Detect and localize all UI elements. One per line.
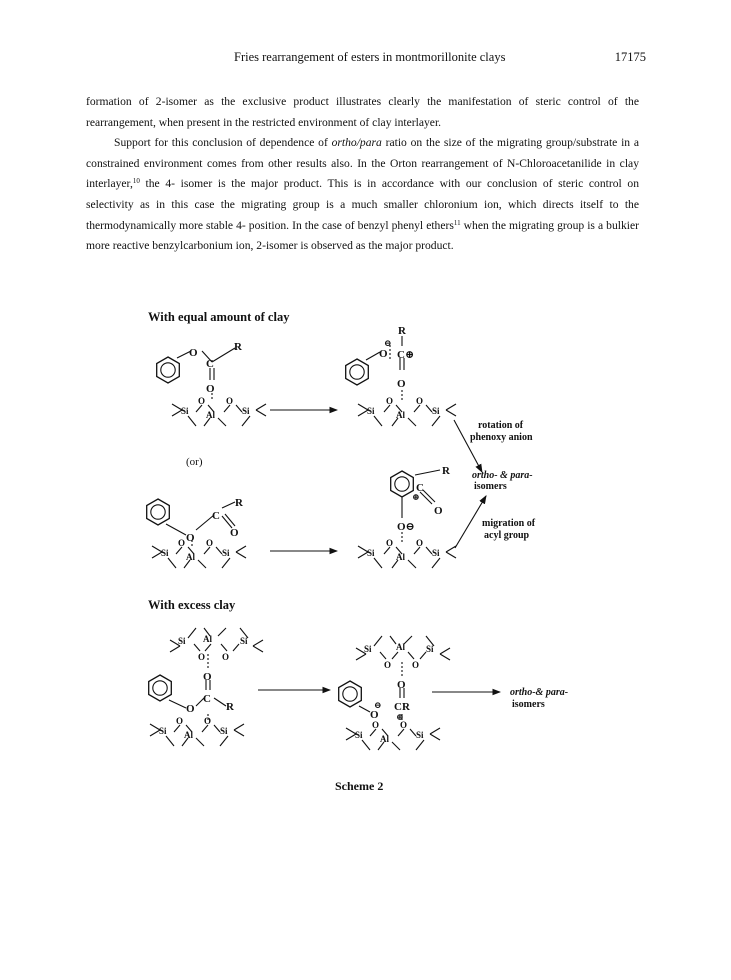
page-number: 17175 — [614, 50, 646, 64]
atom-o-4b: O — [416, 538, 424, 548]
scheme-caption: Scheme 2 — [335, 779, 384, 793]
reference-10: 10 — [132, 177, 140, 186]
atom-c-carbonyl-3: C — [212, 510, 220, 522]
atom-r-1: R — [234, 341, 242, 353]
atom-o-1b: O — [226, 396, 234, 406]
atom-o-7b: O — [412, 660, 420, 670]
atom-r-5: R — [226, 701, 234, 713]
label-products-2: isomers — [474, 481, 507, 492]
atom-o-6a: O — [176, 716, 184, 726]
label-excess-products-2: isomers — [512, 699, 545, 710]
atom-o-8b: O — [400, 720, 408, 730]
label-migration-1: migration of — [482, 518, 536, 529]
atom-o-carbonyl-1: O — [206, 383, 215, 395]
atom-o-phenoxide-4: O⊖ — [397, 521, 415, 533]
atom-o-carbonyl-3: O — [230, 527, 239, 539]
label-excess-products-1: ortho-& para- — [510, 687, 569, 698]
atom-o-2b: O — [416, 396, 424, 406]
atom-c-carbonyl-1: C — [206, 358, 214, 370]
atom-si-6b: Si — [220, 726, 228, 736]
atom-o-3b: O — [206, 538, 214, 548]
atom-o-phenoxy: O — [379, 348, 388, 360]
atom-o-5b: O — [222, 652, 230, 662]
structure-phenoxy-acylium — [346, 336, 404, 400]
label-rotation-2: phenoxy anion — [470, 432, 533, 443]
atom-o-7a: O — [384, 660, 392, 670]
atom-r-2: R — [398, 325, 406, 337]
paragraph-2-part-4: when the migrating group is a bulkier more reactive benzylcarbonium ion, 2-isomer is observed as the major product. — [86, 218, 639, 253]
atom-al-2: Al — [396, 410, 405, 420]
atom-o-carbonyl-5: O — [203, 671, 212, 683]
label-or: (or) — [186, 456, 203, 468]
atom-o-4a: O — [386, 538, 394, 548]
heading-equal-clay: With equal amount of clay — [148, 310, 290, 324]
running-title: Fries rearrangement of esters in montmorillonite clays — [234, 50, 506, 64]
paragraph-2-part-3: the 4- isomer is the major product. This is in accordance with our conclusion of steric control on selectivity as in this case the migrating group is a much smaller chloronium ion, which directs itself to the thermodynamically more stable 4- position. In the case of benzyl phenyl ethers — [86, 177, 639, 232]
charge-plus-7: ⊕ — [396, 712, 404, 722]
label-rotation-1: rotation of — [478, 420, 524, 431]
atom-cr-acylium: CR — [394, 701, 410, 713]
atom-si-5b: Si — [240, 636, 248, 646]
reference-11: 11 — [453, 218, 461, 227]
atom-o-2a: O — [386, 396, 394, 406]
paragraph-1: formation of 2-isomer as the exclusive product illustrates clearly the manifestation of steric control of the rearrangement, when present in the restricted environment of clay interlayer. — [86, 95, 639, 129]
atom-si-3b: Si — [222, 548, 230, 558]
atom-si-6a: Si — [159, 726, 167, 736]
atom-c-acylium: C⊕ — [397, 349, 415, 361]
paragraph-2-part-1: Support for this conclusion of dependence of — [114, 136, 332, 150]
atom-al-1: Al — [206, 410, 215, 420]
atom-si-7b: Si — [426, 644, 434, 654]
atom-o-carbonyl-4: O — [434, 505, 443, 517]
atom-o-phenoxide-7: O — [370, 709, 379, 721]
atom-si-4b: Si — [432, 548, 440, 558]
label-products-1: ortho- & para- — [472, 470, 533, 481]
atom-si-8b: Si — [416, 730, 424, 740]
ratio-italic: ortho/para — [331, 136, 382, 150]
paragraph-2-part-2: ratio on the size of the migrating group/substrate in a constrained environment comes from other results also. In the Orton rearrangement of N-Chloroacetanilide in clay interlayer, — [86, 136, 639, 191]
atom-o-6b: O — [204, 716, 212, 726]
atom-o-carbonyl-2: O — [397, 378, 406, 390]
atom-si-7a: Si — [364, 644, 372, 654]
atom-si-2b: Si — [432, 406, 440, 416]
atom-si-8a: Si — [355, 730, 363, 740]
atom-al-6: Al — [184, 730, 193, 740]
atom-si-1a: Si — [181, 406, 189, 416]
atom-al-7: Al — [396, 642, 405, 652]
atom-o-ester-1: O — [189, 347, 198, 359]
atom-si-3a: Si — [161, 548, 169, 558]
atom-si-2a: Si — [367, 406, 375, 416]
label-migration-2: acyl group — [484, 530, 530, 541]
atom-c-acyl-4: C — [416, 482, 424, 494]
atom-al-3: Al — [186, 552, 195, 562]
atom-al-5: Al — [203, 634, 212, 644]
atom-al-8: Al — [380, 734, 389, 744]
atom-o-ester-5: O — [186, 703, 195, 715]
atom-c-carbonyl-5: C — [203, 693, 211, 705]
atom-o-5a: O — [198, 652, 206, 662]
atom-o-ester-3: O — [186, 532, 195, 544]
charge-minus-7: ⊖ — [374, 700, 382, 710]
atom-o-1a: O — [198, 396, 206, 406]
atom-r-4: R — [442, 465, 450, 477]
atom-o-carbonyl-7: O — [397, 679, 406, 691]
charge-minus-1: ⊖ — [384, 338, 392, 348]
atom-si-1b: Si — [242, 406, 250, 416]
atom-al-4: Al — [396, 552, 405, 562]
atom-o-8a: O — [372, 720, 380, 730]
atom-r-3: R — [235, 497, 243, 509]
atom-si-4a: Si — [367, 548, 375, 558]
atom-o-3a: O — [178, 538, 186, 548]
charge-plus-4: ⊕ — [412, 492, 420, 502]
heading-excess-clay: With excess clay — [148, 598, 236, 612]
atom-si-5a: Si — [178, 636, 186, 646]
